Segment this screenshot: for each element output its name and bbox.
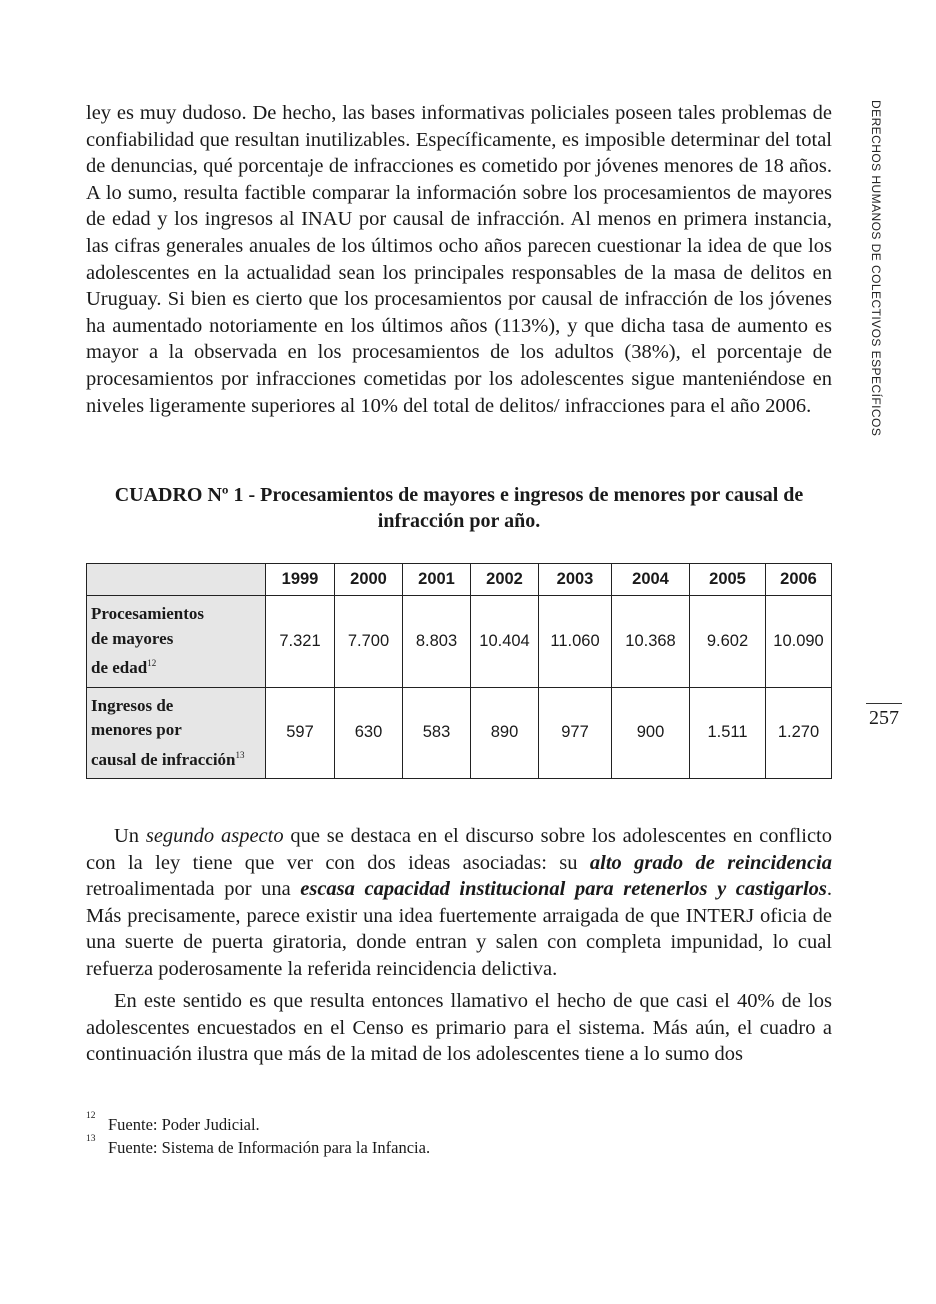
row-label-procesamientos bbox=[87, 596, 266, 688]
row-label-line: Procesamientos bbox=[91, 604, 204, 623]
table-cell: 11.060 bbox=[539, 596, 612, 688]
data-table bbox=[86, 563, 832, 779]
running-header-vertical: DERECHOS HUMANOS DE COLECTIVOS ESPECÍFICOS bbox=[869, 100, 883, 437]
table-header-row bbox=[87, 564, 832, 596]
row-label-line: Ingresos de bbox=[91, 695, 174, 715]
emphasis-bold-italic: alto grado de reincidencia bbox=[589, 851, 833, 874]
table-cell: 1.270 bbox=[766, 687, 832, 779]
emphasis-bold-italic: escasa capacidad institucional para retenerlos y castigarlos bbox=[300, 878, 827, 901]
footnote-mark: 13 bbox=[86, 1134, 96, 1144]
table-cell: 10.404 bbox=[471, 596, 539, 688]
year-header: 2000 bbox=[335, 564, 403, 596]
table-cell: 890 bbox=[471, 687, 539, 779]
text-run: Un bbox=[114, 825, 146, 847]
table-cell: 7.321 bbox=[266, 596, 335, 688]
row-label-line: causal de infracción bbox=[91, 749, 236, 769]
table-cell: 597 bbox=[266, 687, 335, 779]
year-header: 2006 bbox=[766, 564, 832, 596]
body-paragraph-1: ley es muy dudoso. De hecho, las bases informativas policiales poseen tales problemas de confiabilidad que resultan inutilizables. Específicamente, es imposible determinar del total de denuncias, qué porcentaje de infracciones es cometido por jóvenes menores de 18 años. A lo sumo, resulta factible comparar la información sobre los procesamientos de mayores de edad y los ingresos al INAU por causal de infracción. Al menos en primera instancia, las cifras generales anuales de los últimos ocho años parecen cuestionar la idea de que los adolescentes en la actualidad sean los principales responsables de la masa de delitos en Uruguay. Si bien es cierto que los procesamientos por causal de infracción de los jóvenes ha aumentado notoriamente en los últimos años (113%), y que dicha tasa de aumento es mayor a la observada en los procesamientos de los adultos (38%), el porcentaje de procesamientos por infracciones cometidas por los adolescentes sigue manteniéndose en niveles ligeramente superiores al 10% del total de delitos/ infracciones para el año 2006. bbox=[86, 102, 832, 417]
year-header: 2001 bbox=[403, 564, 471, 596]
table-cell: 7.700 bbox=[335, 596, 403, 688]
table-cell: 900 bbox=[612, 687, 690, 779]
table-cell: 9.602 bbox=[690, 596, 766, 688]
table-cell: 8.803 bbox=[403, 596, 471, 688]
row-label-line: de edad bbox=[91, 658, 148, 677]
page-number: 257 bbox=[866, 703, 902, 730]
table-row bbox=[87, 596, 832, 688]
year-header: 2005 bbox=[690, 564, 766, 596]
year-header: 1999 bbox=[266, 564, 335, 596]
row-label-ingresos bbox=[87, 687, 266, 779]
row-label-line: de mayores bbox=[91, 628, 174, 648]
table-cell: 583 bbox=[403, 687, 471, 779]
table-corner-cell bbox=[87, 564, 266, 596]
footnote-ref: 12 bbox=[147, 658, 157, 668]
table-cell: 630 bbox=[335, 687, 403, 779]
emphasis-italic: segundo aspecto bbox=[145, 825, 284, 847]
table-cell: 10.368 bbox=[612, 596, 690, 688]
body-paragraph-3: En este sentido es que resulta entonces llamativo el hecho de que casi el 40% de los adolescentes encuestados en el Censo es primario para el sistema. Más aún, el cuadro a continuación ilustra que más de la mitad de los adolescentes tiene a lo sumo dos bbox=[86, 990, 832, 1066]
footnote-mark: 12 bbox=[86, 1111, 96, 1121]
body-paragraph-2 bbox=[86, 823, 832, 983]
table-cell: 1.511 bbox=[690, 687, 766, 779]
table-row bbox=[87, 687, 832, 779]
year-header: 2003 bbox=[539, 564, 612, 596]
footnote-text: Fuente: Poder Judicial. bbox=[108, 1115, 260, 1134]
footnote-text: Fuente: Sistema de Información para la Infancia. bbox=[108, 1138, 431, 1157]
text-run: . Más precisamente, parece existir una idea fuertemente arraigada de que INTERJ oficia de una suerte de puerta giratoria, donde entran y salen con completa impunidad, lo cual refuerza poderosamente la referida reincidencia delictiva. bbox=[86, 878, 832, 980]
table-caption: CUADRO Nº 1 - Procesamientos de mayores e ingresos de menores por causal de infracción por año. bbox=[114, 484, 804, 532]
row-label-line: menores por bbox=[91, 720, 182, 739]
text-run: que se destaca en el discurso sobre los adolescentes en conflicto con la ley tiene que ver con dos ideas asociadas: su bbox=[86, 825, 832, 874]
footnote-ref: 13 bbox=[235, 749, 245, 760]
year-header: 2004 bbox=[612, 564, 690, 596]
text-run: retroalimentada por una bbox=[86, 878, 301, 901]
table-cell: 977 bbox=[539, 687, 612, 779]
year-header: 2002 bbox=[471, 564, 539, 596]
table-cell: 10.090 bbox=[766, 596, 832, 688]
